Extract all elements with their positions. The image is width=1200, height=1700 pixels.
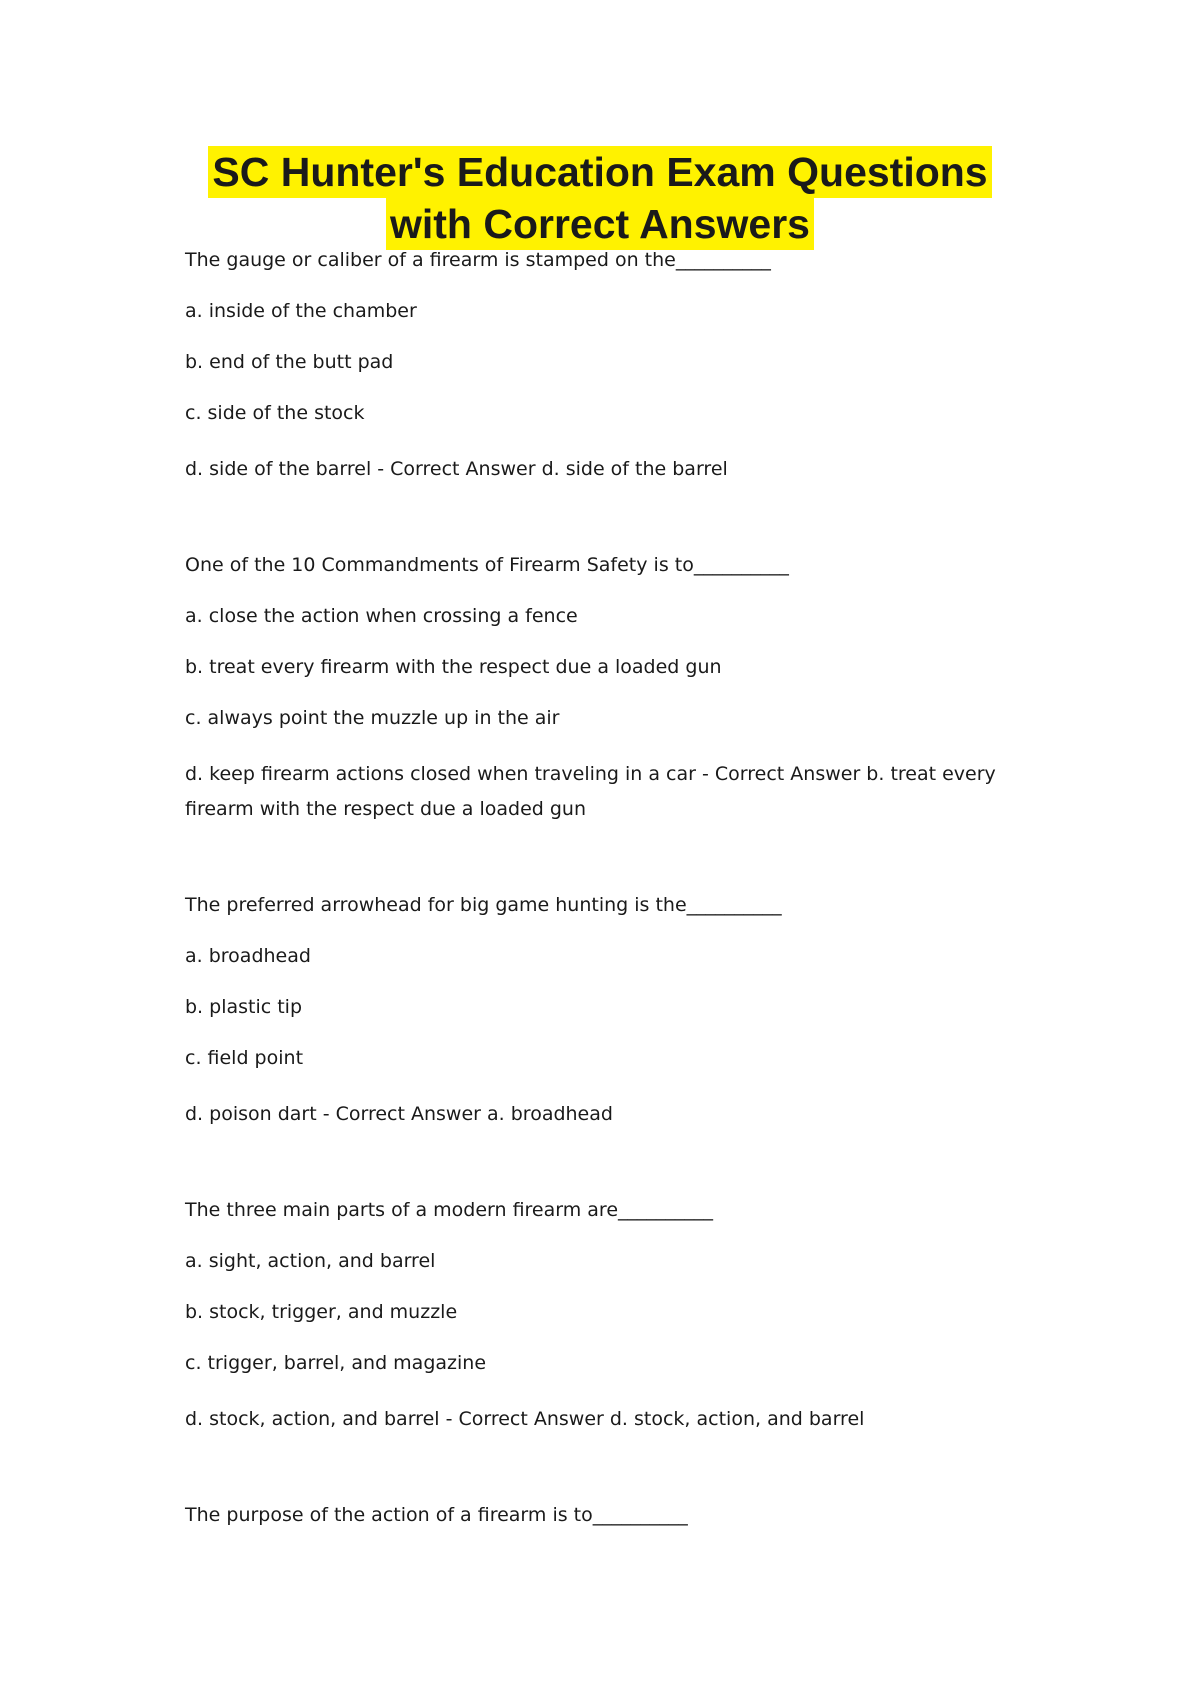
option-c: c. trigger, barrel, and magazine xyxy=(185,1352,487,1374)
question-prompt: The gauge or caliber of a firearm is stamped on the__________ xyxy=(185,249,771,271)
option-d-with-answer: d. stock, action, and barrel - Correct Answer d. stock, action, and barrel xyxy=(185,1408,865,1430)
question-5 xyxy=(185,1503,1065,1527)
question-1 xyxy=(185,248,1065,487)
option-b: b. treat every firearm with the respect due a loaded gun xyxy=(185,656,722,678)
option-a: a. close the action when crossing a fence xyxy=(185,605,578,627)
question-prompt: The three main parts of a modern firearm are__________ xyxy=(185,1199,714,1221)
option-d-with-answer: d. keep firearm actions closed when traveling in a car - Correct Answer b. treat every firearm with the respect due a loaded gun xyxy=(185,763,996,820)
option-d-with-answer: d. side of the barrel - Correct Answer d. side of the barrel xyxy=(185,458,728,480)
document-title xyxy=(0,146,1200,250)
question-2 xyxy=(185,553,1065,827)
question-prompt: One of the 10 Commandments of Firearm Safety is to__________ xyxy=(185,554,789,576)
option-a: a. sight, action, and barrel xyxy=(185,1250,436,1272)
option-a: a. broadhead xyxy=(185,945,311,967)
question-prompt: The purpose of the action of a firearm is to__________ xyxy=(185,1504,688,1526)
question-prompt: The preferred arrowhead for big game hunting is the__________ xyxy=(185,894,782,916)
question-4 xyxy=(185,1198,1065,1437)
title-line-1: SC Hunter's Education Exam Questions xyxy=(208,146,991,198)
option-c: c. field point xyxy=(185,1047,304,1069)
option-c: c. side of the stock xyxy=(185,402,365,424)
question-list xyxy=(185,248,1065,1554)
option-b: b. end of the butt pad xyxy=(185,351,394,373)
option-d-with-answer: d. poison dart - Correct Answer a. broadhead xyxy=(185,1103,613,1125)
question-3 xyxy=(185,893,1065,1132)
option-c: c. always point the muzzle up in the air xyxy=(185,707,560,729)
option-a: a. inside of the chamber xyxy=(185,300,417,322)
option-b: b. stock, trigger, and muzzle xyxy=(185,1301,458,1323)
option-b: b. plastic tip xyxy=(185,996,303,1018)
title-line-2: with Correct Answers xyxy=(386,198,814,250)
